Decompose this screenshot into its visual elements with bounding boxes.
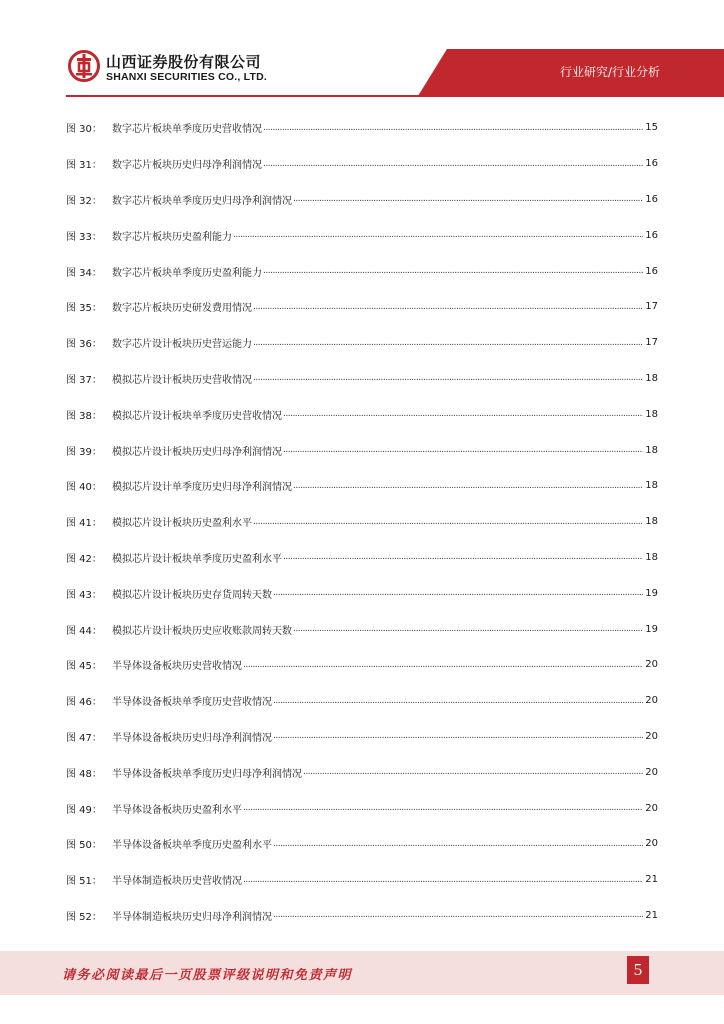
toc-page-number: 19 xyxy=(645,623,658,635)
toc-figure-number: 图 44： xyxy=(66,625,102,637)
toc-figure-title: 模拟芯片设计板块单季度历史盈利水平 xyxy=(112,553,282,565)
toc-leader-dots xyxy=(243,875,643,885)
toc-leader-dots xyxy=(283,445,643,455)
toc-leader-dots xyxy=(273,839,643,849)
toc-entry[interactable] xyxy=(66,647,658,683)
toc-leader-dots xyxy=(303,767,643,777)
toc-page-number: 18 xyxy=(645,372,658,384)
toc-leader-dots xyxy=(253,302,643,312)
toc-figure-title: 半导体制造板块历史归母净利润情况 xyxy=(112,911,272,923)
toc-figure-number: 图 47： xyxy=(66,732,102,744)
toc-page-number: 18 xyxy=(645,444,658,456)
toc-figure-title: 数字芯片设计板块历史营运能力 xyxy=(112,339,252,351)
toc-leader-dots xyxy=(253,517,643,527)
toc-figure-number: 图 38： xyxy=(66,410,102,422)
toc-figure-number: 图 52： xyxy=(66,911,102,923)
toc-page-number: 18 xyxy=(645,408,658,420)
shanxi-securities-logo-icon xyxy=(68,50,100,82)
toc-leader-dots xyxy=(263,159,643,169)
toc-figure-number: 图 40： xyxy=(66,482,102,494)
toc-entry[interactable] xyxy=(66,110,658,146)
toc-figure-title: 数字芯片板块单季度历史归母净利润情况 xyxy=(112,195,292,207)
toc-page-number: 16 xyxy=(645,158,658,170)
toc-figure-title: 半导体制造板块历史营收情况 xyxy=(112,876,242,888)
toc-page-number: 16 xyxy=(645,193,658,205)
toc-page-number: 17 xyxy=(645,301,658,313)
toc-leader-dots xyxy=(243,803,643,813)
disclaimer-text: 请务必阅读最后一页股票评级说明和免责声明 xyxy=(62,968,353,983)
toc-page-number: 18 xyxy=(645,516,658,528)
toc-page-number: 21 xyxy=(645,874,658,886)
toc-page-number: 19 xyxy=(645,587,658,599)
toc-page-number: 20 xyxy=(645,695,658,707)
toc-figure-number: 图 45： xyxy=(66,661,102,673)
toc-figure-number: 图 43： xyxy=(66,589,102,601)
toc-entry[interactable] xyxy=(66,468,658,504)
toc-page-number: 20 xyxy=(645,802,658,814)
toc-entry[interactable] xyxy=(66,575,658,611)
toc-page-number: 16 xyxy=(645,229,658,241)
toc-leader-dots xyxy=(243,660,643,670)
toc-leader-dots xyxy=(273,910,643,920)
toc-figure-title: 半导体设备板块历史归母净利润情况 xyxy=(112,732,272,744)
toc-figure-number: 图 51： xyxy=(66,876,102,888)
toc-page-number: 18 xyxy=(645,480,658,492)
toc-figure-number: 图 39： xyxy=(66,446,102,458)
toc-figure-number: 图 50： xyxy=(66,840,102,852)
toc-entry[interactable] xyxy=(66,826,658,862)
toc-figure-title: 半导体设备板块单季度历史归母净利润情况 xyxy=(112,768,302,780)
toc-page-number: 15 xyxy=(645,122,658,134)
toc-figure-title: 模拟芯片设计单季度历史归母净利润情况 xyxy=(112,482,292,494)
toc-entry[interactable] xyxy=(66,504,658,540)
toc-entry[interactable] xyxy=(66,898,658,934)
toc-figure-number: 图 36： xyxy=(66,339,102,351)
toc-page-number: 20 xyxy=(645,730,658,742)
toc-figure-number: 图 42： xyxy=(66,553,102,565)
toc-figure-title: 模拟芯片设计板块历史盈利水平 xyxy=(112,518,252,530)
page-header xyxy=(0,0,724,110)
toc-page-number: 21 xyxy=(645,909,658,921)
toc-page-number: 20 xyxy=(645,659,658,671)
toc-figure-title: 半导体设备板块历史盈利水平 xyxy=(112,804,242,816)
toc-entry[interactable] xyxy=(66,325,658,361)
toc-figure-number: 图 48： xyxy=(66,768,102,780)
toc-figure-number: 图 34： xyxy=(66,267,102,279)
toc-leader-dots xyxy=(293,481,643,491)
toc-figure-number: 图 49： xyxy=(66,804,102,816)
toc-figure-title: 模拟芯片设计板块单季度历史营收情况 xyxy=(112,410,282,422)
toc-leader-dots xyxy=(263,266,643,276)
figure-list xyxy=(66,110,658,933)
toc-page-number: 16 xyxy=(645,265,658,277)
toc-leader-dots xyxy=(263,123,643,133)
toc-leader-dots xyxy=(253,338,643,348)
toc-leader-dots xyxy=(253,373,643,383)
toc-figure-title: 数字芯片板块单季度历史营收情况 xyxy=(112,124,262,136)
toc-entry[interactable] xyxy=(66,253,658,289)
toc-figure-number: 图 37： xyxy=(66,374,102,386)
toc-entry[interactable] xyxy=(66,754,658,790)
section-tag: 行业研究/行业分析 xyxy=(559,65,661,79)
toc-figure-title: 半导体设备板块单季度历史营收情况 xyxy=(112,697,272,709)
toc-figure-number: 图 33： xyxy=(66,231,102,243)
toc-leader-dots xyxy=(293,624,643,634)
toc-figure-title: 半导体设备板块历史营收情况 xyxy=(112,661,242,673)
toc-entry[interactable] xyxy=(66,182,658,218)
toc-figure-title: 模拟芯片设计板块历史归母净利润情况 xyxy=(112,446,282,458)
toc-figure-number: 图 35： xyxy=(66,303,102,315)
toc-entry[interactable] xyxy=(66,719,658,755)
toc-page-number: 17 xyxy=(645,337,658,349)
toc-page-number: 18 xyxy=(645,551,658,563)
toc-figure-title: 模拟芯片设计板块历史营收情况 xyxy=(112,374,252,386)
toc-figure-number: 图 32： xyxy=(66,195,102,207)
toc-entry[interactable] xyxy=(66,217,658,253)
page-footer xyxy=(0,951,724,995)
toc-leader-dots xyxy=(273,588,643,598)
page-number: 5 xyxy=(627,956,649,984)
company-name-cn: 山西证券股份有限公司 xyxy=(106,53,262,71)
toc-figure-title: 数字芯片板块历史研发费用情况 xyxy=(112,303,252,315)
toc-figure-title: 数字芯片板块历史盈利能力 xyxy=(112,231,232,243)
toc-entry[interactable] xyxy=(66,683,658,719)
toc-figure-number: 图 31： xyxy=(66,160,102,172)
toc-leader-dots xyxy=(273,696,643,706)
toc-figure-title: 数字芯片板块历史归母净利润情况 xyxy=(112,160,262,172)
toc-page-number: 20 xyxy=(645,766,658,778)
toc-page-number: 20 xyxy=(645,838,658,850)
toc-leader-dots xyxy=(233,230,643,240)
toc-figure-number: 图 41： xyxy=(66,518,102,530)
toc-entry[interactable] xyxy=(66,396,658,432)
toc-leader-dots xyxy=(273,731,643,741)
toc-figure-title: 模拟芯片设计板块历史存货周转天数 xyxy=(112,589,272,601)
toc-entry[interactable] xyxy=(66,361,658,397)
toc-figure-number: 图 30： xyxy=(66,124,102,136)
toc-entry[interactable] xyxy=(66,540,658,576)
toc-figure-number: 图 46： xyxy=(66,697,102,709)
toc-figure-title: 模拟芯片设计板块历史应收账款周转天数 xyxy=(112,625,292,637)
toc-leader-dots xyxy=(293,194,643,204)
toc-leader-dots xyxy=(283,552,643,562)
toc-figure-title: 数字芯片板块单季度历史盈利能力 xyxy=(112,267,262,279)
company-name-en: SHANXI SECURITIES CO., LTD. xyxy=(106,71,267,83)
toc-leader-dots xyxy=(283,409,643,419)
toc-entry[interactable] xyxy=(66,790,658,826)
toc-figure-title: 半导体设备板块单季度历史盈利水平 xyxy=(112,840,272,852)
toc-entry[interactable] xyxy=(66,289,658,325)
toc-entry[interactable] xyxy=(66,611,658,647)
toc-entry[interactable] xyxy=(66,146,658,182)
toc-entry[interactable] xyxy=(66,862,658,898)
toc-entry[interactable] xyxy=(66,432,658,468)
